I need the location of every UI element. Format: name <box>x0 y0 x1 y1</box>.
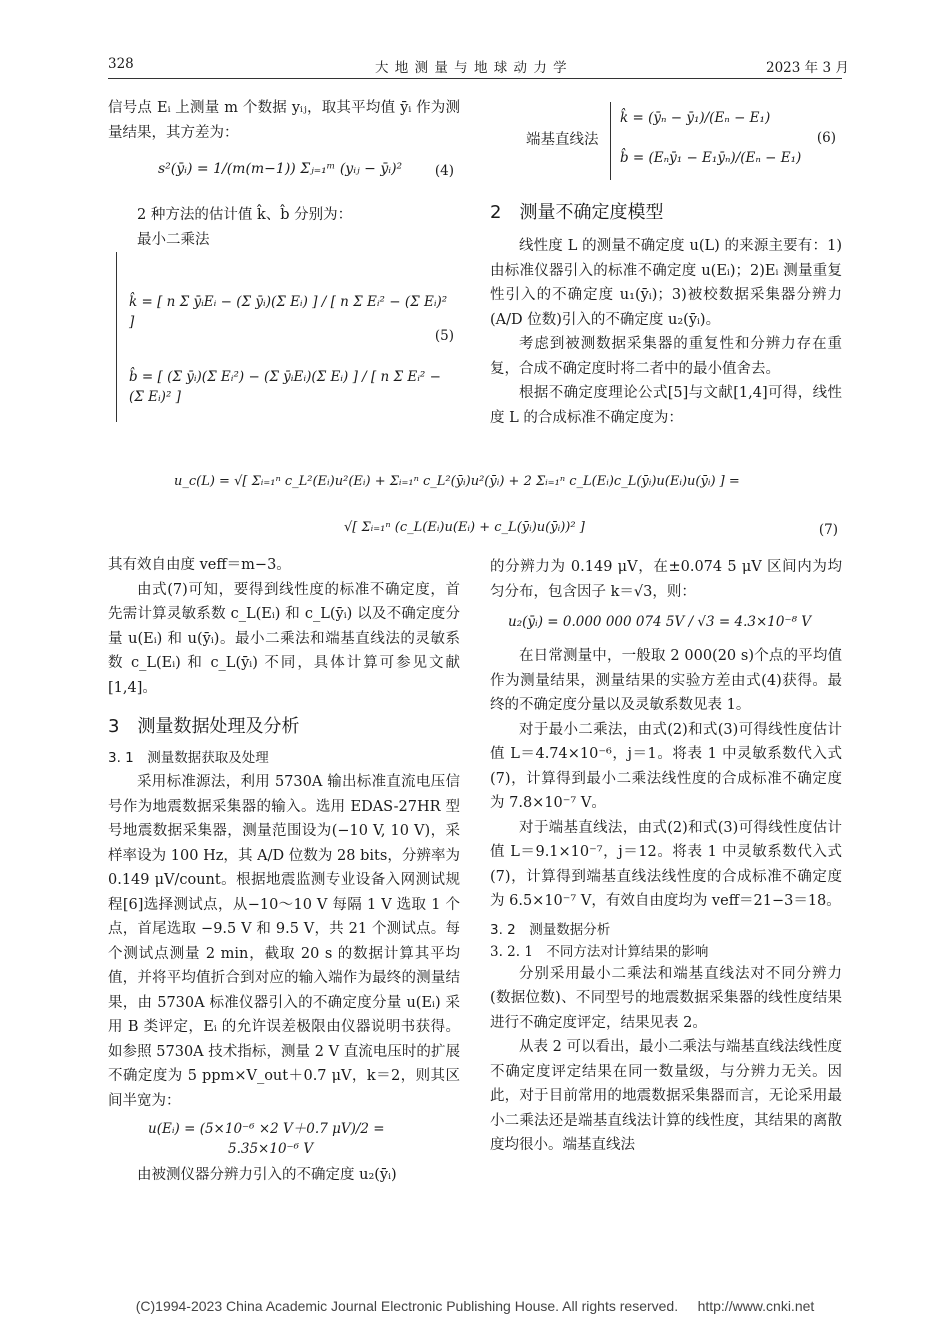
paragraph: 的分辨力为 0.149 μV，在±0.074 5 μV 区间内为均匀分布，包含因子 k＝√3，则： <box>490 559 842 600</box>
paragraph: 对于端基直线法，由式(2)和式(3)可得线性度估计值 L＝9.1×10⁻⁷，j＝12。将表 1 中灵敏系数代入式(7)，计算得到端基直线法线性度的合成标准不确定度为 6.5×10⁻⁷ V，有效自由度均为 veff＝21−3＝18。 <box>490 819 842 909</box>
paragraph: 考虑到被测数据采集器的重复性和分辨力存在重复，合成不确定度时将二者中的最小值舍去。 <box>490 336 842 377</box>
paragraph: 信号点 Eᵢ 上测量 m 个数据 yᵢⱼ，取其平均值 ȳᵢ 作为测量结果，其方差为： <box>108 100 460 141</box>
paragraph: 在日常测量中，一般取 2 000(20 s)个点的平均值作为测量结果，测量结果的实验方差由式(4)获得。最终的不确定度分量以及灵敏系数见表 1。 <box>490 648 842 713</box>
paragraph: 线性度 L 的测量不确定度 u(L) 的来源主要有：1)由标准仪器引入的标准不确定度 u(Eᵢ)；2)Eᵢ 测量重复性引入的不确定度 u₁(ȳᵢ)；3)被校数据采集器分辨力(A/D 位数)引入的不确定度 u₂(ȳᵢ)。 <box>490 238 842 328</box>
equation-7: u_c(L) = √[ Σᵢ₌₁ⁿ c_L²(Eᵢ)u²(Eᵢ) + Σᵢ₌₁ⁿ c_L²(ȳᵢ)u²(ȳᵢ) + 2 Σᵢ₌₁ⁿ c_L(Eᵢ)c_L(ȳᵢ)u(Eᵢ)u(ȳᵢ) ] = √[ Σᵢ₌₁ⁿ (c_L(Eᵢ)u(Eᵢ) + c_L(ȳᵢ)u(ȳᵢ))² ] (7) <box>174 474 838 538</box>
method-label: 最小二乘法 <box>137 231 210 248</box>
paragraph: 由式(7)可知，要得到线性度的标准不确定度，首先需计算灵敏系数 c_L(Eᵢ) 和 c_L(ȳᵢ) 以及不确定度分量 u(Eᵢ) 和 u(ȳᵢ)。最小二乘法和端基直线法的灵敏系数 c_L(Eᵢ) 和 c_L(ȳᵢ) 不同，具体计算可参见文献[1,4]。 <box>108 581 460 696</box>
section-heading: 3 测量数据处理及分析 <box>108 716 300 737</box>
right-column-bottom <box>490 555 842 1158</box>
subsection-heading: 3. 1 测量数据获取及处理 <box>108 750 269 766</box>
equation-6: 端基直线法 k̂ = (ȳₙ − ȳ₁)/(Eₙ − E₁) b̂ = (Eₙȳ₁ − E₁ȳₙ)/(Eₙ − E₁) (6) <box>490 98 842 186</box>
paragraph: 其有效自由度 veff＝m−3。 <box>108 557 291 573</box>
subsection-heading: 3. 2 测量数据分析 <box>490 921 611 938</box>
equation-u2: u₂(ȳᵢ) = 0.000 000 074 5V / √3 = 4.3×10⁻⁸ V <box>508 614 812 630</box>
header-rule <box>108 78 842 79</box>
issue-date: 2023 年 3 月 <box>766 60 849 76</box>
right-column-top <box>490 98 842 430</box>
footer-link[interactable]: http://www.cnki.net <box>697 1298 815 1314</box>
left-column-top <box>108 96 460 422</box>
paragraph: 对于最小二乘法，由式(2)和式(3)可得线性度估计值 L＝4.74×10⁻⁶，j＝1。将表 1 中灵敏系数代入式(7)，计算得到最小二乘法线性度的合成标准不确定度为 7.8×10⁻⁷ V。 <box>490 721 842 811</box>
copyright-text: (C)1994-2023 China Academic Journal Electronic Publishing House. All rights reserved. <box>135 1298 679 1314</box>
paragraph: 根据不确定度理论公式[5]与文献[1,4]可得，线性度 L 的合成标准不确定度为： <box>490 385 842 426</box>
left-column-bottom <box>108 553 460 1188</box>
equation-5: k̂ = [ n Σ ȳᵢEᵢ − (Σ ȳᵢ)(Σ Eᵢ) ] / [ n Σ Eᵢ² − (Σ Eᵢ)² ] b̂ = [ (Σ ȳᵢ)(Σ Eᵢ²) − (Σ ȳᵢEᵢ)(Σ Eᵢ) ] / [ n Σ Eᵢ² − (Σ Eᵢ)² ] (5) <box>116 252 460 422</box>
journal-title: 大 地 测 量 与 地 球 动 力 学 <box>375 60 568 76</box>
equation-4: s²(ȳᵢ) = 1/(m(m−1)) Σⱼ₌₁ᵐ (yᵢⱼ − ȳᵢ)² (4) <box>158 161 454 179</box>
equation-uE: u(Eᵢ) = (5×10⁻⁶ ×2 V＋0.7 μV)/2 = 5.35×10⁻⁶ V <box>148 1121 385 1157</box>
paragraph: 2 种方法的估计值 k̂、b̂ 分别为： <box>137 207 353 223</box>
paragraph: 采用标准源法，利用 5730A 输出标准直流电压信号作为地震数据采集器的输入。选用 EDAS-27HR 型号地震数据采集器，测量范围设为(−10 V, 10 V)，采样率设为 100 Hz，其 A/D 位数为 28 bits，分辨率为 0.149 μV/count。根据地震监测专业设备入网测试规程[6]选择测试点，从−10～10 V 每隔 1 V 选取 1 个点，首尾选取 −9.5 V 和 9.5 V，共 21 个测试点。每个测试点测量 2 min，截取 20 s 的数据计算其平均值，并将平均值折合到对应的输入端作为最终的测量结果，由 5730A 标准仪器引入的不确定度分量 u(Eᵢ) 采用 B 类评定，Eᵢ 的允许误差极限由仪器说明书获得。如参照 5730A 技术指标，测量 2 V 直流电压时的扩展不确定度为 5 ppm×V_out＋0.7 μV，k＝2，则其区间半宽为： <box>108 774 460 1109</box>
paragraph: 从表 2 可以看出，最小二乘法与端基直线法线性度不确定度评定结果在同一数量级，与分辨力无关。因此，对于目前常用的地震数据采集器而言，无论采用最小二乘法还是端基直线法计算的线性度，其结果的离散度均很小。端基直线法 <box>490 1039 842 1153</box>
footer <box>0 1298 950 1314</box>
section-heading: 2 测量不确定度模型 <box>490 202 664 223</box>
paragraph: 分别采用最小二乘法和端基直线法对不同分辨力(数据位数)、不同型号的地震数据采集器的线性度结果进行不确定度评定，结果见表 2。 <box>490 965 842 1031</box>
paragraph: 由被测仪器分辨力引入的不确定度 u₂(ȳᵢ) <box>137 1167 397 1183</box>
subsection-heading: 3. 2. 1 不同方法对计算结果的影响 <box>490 943 709 960</box>
page-number: 328 <box>108 56 134 72</box>
